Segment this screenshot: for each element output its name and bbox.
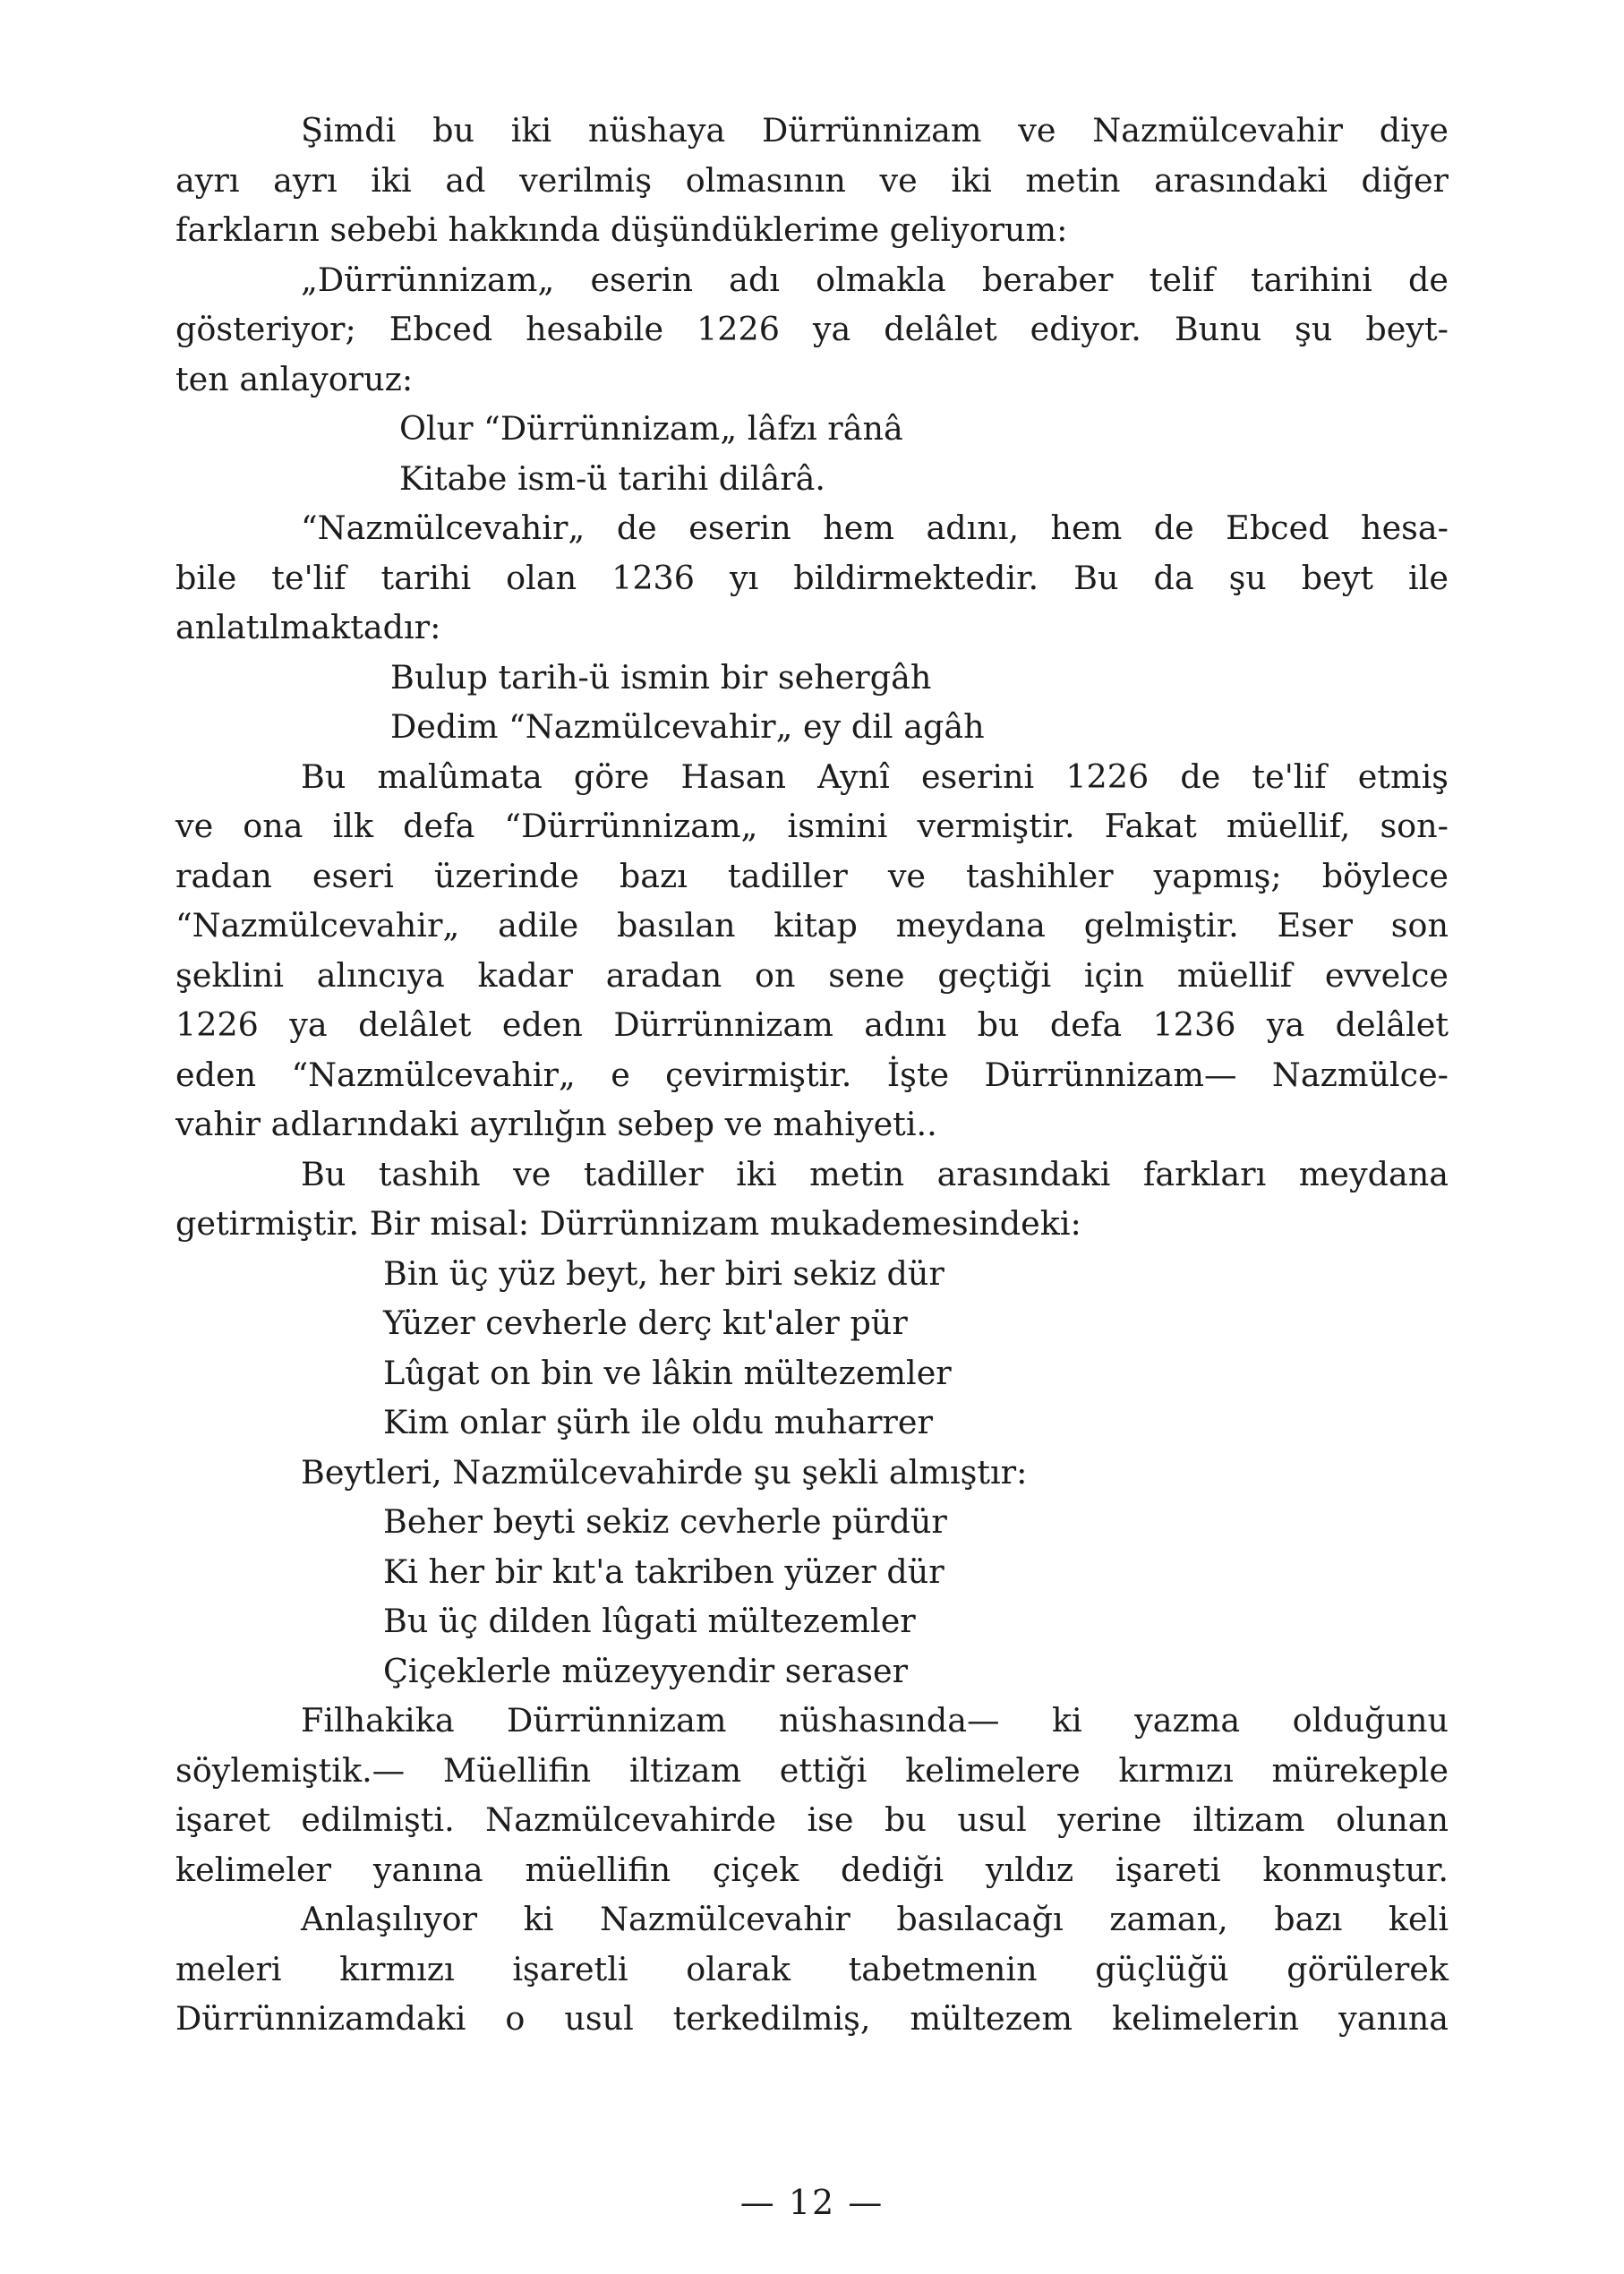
verse-line: Beher beyti sekiz cevherle pürdür xyxy=(383,1502,947,1541)
text-line: “Nazmülcevahir„ adile basılan kitap meydana gelmiştir. Eser son xyxy=(175,906,1449,945)
text-line: 1226 ya delâlet eden Dürrünnizam adını bu defa 1236 ya delâlet xyxy=(175,1005,1449,1044)
verse-line: Çiçeklerle müzeyyendir seraser xyxy=(383,1651,909,1690)
text-line: farkların sebebi hakkında düşündüklerime geliyorum: xyxy=(175,210,1068,249)
text-line: Anlaşılıyor ki Nazmülcevahir basılacağı zaman, bazı keli xyxy=(301,1900,1449,1938)
text-line: söylemiştik.— Müellifin iltizam ettiği kelimelere kırmızı mürekeple xyxy=(175,1750,1449,1790)
text-line: şeklini alıncıya kadar aradan on sene geçtiği için müellif evvelce xyxy=(175,955,1449,995)
verse-line: Kim onlar şürh ile oldu muharrer xyxy=(383,1403,933,1441)
text-line: Bu tashih ve tadiller iki metin arasındaki farkları meydana xyxy=(301,1154,1449,1193)
text-line: bile te'lif tarihi olan 1236 yı bildirmektedir. Bu da şu beyt ile xyxy=(175,558,1449,597)
verse-line: Ki her bir kıt'a takriben yüzer dür xyxy=(383,1552,944,1591)
text-line: ten anlayoruz: xyxy=(175,359,414,398)
text-line: ve ona ilk defa “Dürrünnizam„ ismini vermiştir. Fakat müellif, son- xyxy=(175,807,1449,845)
text-line: vahir adlarındaki ayrılığın sebep ve mahiyeti.. xyxy=(175,1105,937,1143)
text-line: „Dürrünnizam„ eserin adı olmakla beraber telif tarihini de xyxy=(301,260,1449,299)
text-line: radan eseri üzerinde bazı tadiller ve tashihler yapmış; böylece xyxy=(175,856,1449,895)
verse-line: Olur “Dürrünnizam„ lâfzı rânâ xyxy=(399,409,903,448)
verse-line: Dedim “Nazmülcevahir„ ey dil agâh xyxy=(390,707,985,746)
verse-line: Bu üç dilden lûgati mültezemler xyxy=(383,1602,916,1640)
text-line: Dürrünnizamdaki o usul terkedilmiş, mültezem kelimelerin yanına xyxy=(175,1999,1449,2038)
text-line: ayrı ayrı iki ad verilmiş olmasının ve iki metin arasındaki diğer xyxy=(175,160,1449,200)
text-line: kelimeler yanına müellifin çiçek dediği yıldız işareti konmuştur. xyxy=(175,1850,1449,1889)
text-line: Bu malûmata göre Hasan Aynî eserini 1226 de te'lif etmiş xyxy=(301,757,1449,796)
verse-line: Bulup tarih-ü ismin bir sehergâh xyxy=(390,657,932,697)
text-line: gösteriyor; Ebced hesabile 1226 ya delâlet ediyor. Bunu şu beyt- xyxy=(175,310,1449,348)
body-text xyxy=(175,106,1449,2044)
text-line: “Nazmülcevahir„ de eserin hem adını, hem de Ebced hesa- xyxy=(301,509,1449,547)
text-line: işaret edilmişti. Nazmülcevahirde ise bu usul yerine iltizam olunan xyxy=(175,1800,1449,1839)
text-line: Şimdi bu iki nüshaya Dürrünnizam ve Nazmülcevahir diye xyxy=(301,111,1449,150)
text-line: eden “Nazmülcevahir„ e çevirmiştir. İşte Dürrünnizam— Nazmülce- xyxy=(175,1055,1449,1094)
page-number: — 12 — xyxy=(739,2183,885,2222)
verse-line: Lûgat on bin ve lâkin mültezemler xyxy=(383,1353,952,1392)
text-line: anlatılmaktadır: xyxy=(175,608,441,646)
verse-line: Bin üç yüz beyt, her biri sekiz dür xyxy=(383,1253,944,1293)
text-line: meleri kırmızı işaretli olarak tabetmenin güçlüğü görülerek xyxy=(175,1949,1449,1988)
text-line: Beytleri, Nazmülcevahirde şu şekli almıştır: xyxy=(301,1452,1028,1492)
text-line: Filhakika Dürrünnizam nüshasında— ki yazma olduğunu xyxy=(301,1701,1449,1740)
verse-line: Yüzer cevherle derç kıt'aler pür xyxy=(383,1304,908,1342)
verse-line: Kitabe ism-ü tarihi dilârâ. xyxy=(399,458,826,498)
text-line: getirmiştir. Bir misal: Dürrünnizam mukademesindeki: xyxy=(175,1204,1081,1243)
